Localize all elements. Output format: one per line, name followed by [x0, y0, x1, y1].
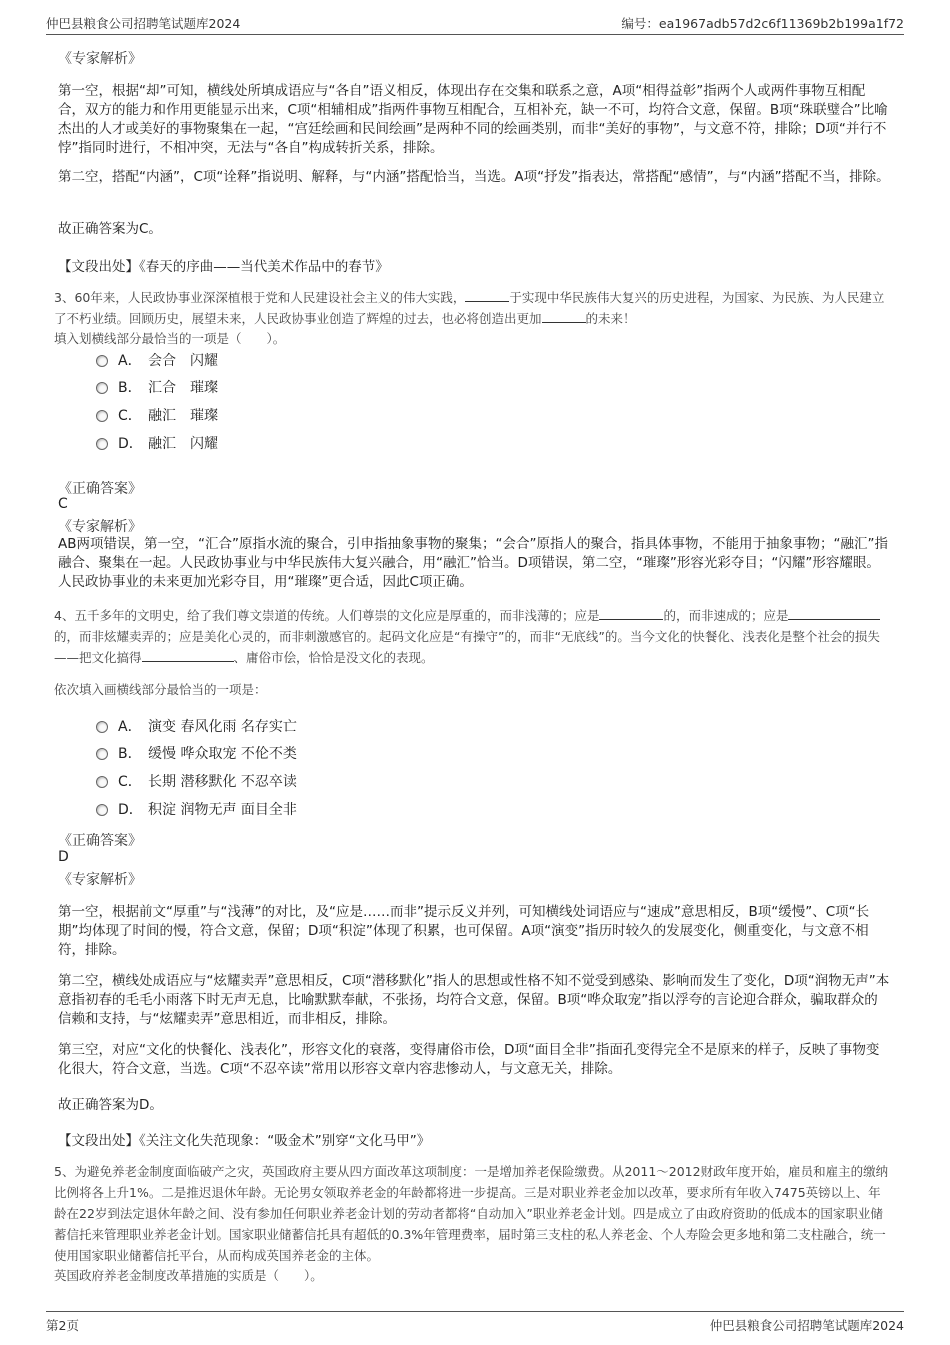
radio-icon[interactable] — [96, 410, 108, 422]
radio-icon[interactable] — [96, 804, 108, 816]
correct-answer-value: D — [58, 849, 69, 865]
header-doc-id: 编号：ea1967adb57d2c6f11369b2b199a1f72 — [621, 16, 904, 31]
question-4-prompt: 依次填入画横线部分最恰当的一项是： — [54, 682, 267, 697]
analysis-paragraph: 第一空，根据前文“厚重”与“浅薄”的对比，及“应是……而非”提示反义并列，可知横线处词语应与“速成”意思相反，B项“缓慢”、C项“长期”均体现了时间的慢，符合文意，保留；D项“积淀”体现了积累，也可保留。A项“演变”指历时较久的发展变化，侧重变化，与文意不相符，排除。 — [58, 904, 870, 958]
blank-line — [788, 607, 880, 620]
expert-analysis-label: 《专家解析》 — [58, 51, 142, 67]
expert-analysis-label: 《专家解析》 — [58, 519, 142, 535]
radio-icon[interactable] — [96, 355, 108, 367]
answer-conclusion: 故正确答案为D。 — [58, 1097, 163, 1113]
page-footer — [46, 1311, 904, 1334]
question-4-stem: 4、五千多年的文明史，给了我们尊文崇道的传统。人们尊崇的文化应是厚重的，而非浅薄的；应是 的，而非速成的；应是的，而非炫耀卖弄的；应是美化心灵的，而非刺激感官的。起码文化应是“有操守”的，而非“无底线”的。当今文化的快餐化、浅表化是整个社会的损失——把文化搞得 、庸俗市侩，恰恰是没文化的表现。 — [54, 608, 880, 665]
answer-conclusion: 故正确答案为C。 — [58, 221, 162, 237]
radio-icon[interactable] — [96, 438, 108, 450]
correct-answer-value: C — [58, 496, 68, 512]
analysis-paragraph: 第三空，对应“文化的快餐化、浅表化”，形容文化的衰落，变得庸俗市侩，D项“面目全非”指面孔变得完全不是原来的样子，反映了事物变化很大，符合文意，当选。C项“不忍卒读”常用以形容文章内容悲惨动人，与文意无关，排除。 — [58, 1042, 880, 1077]
expert-analysis-label: 《专家解析》 — [58, 872, 142, 888]
analysis-paragraph: 第二空，搭配“内涵”，C项“诠释”指说明、解释，与“内涵”搭配恰当，当选。A项“抒发”指表达，常搭配“感情”，与“内涵”搭配不当，排除。 — [58, 169, 890, 185]
question-3-prompt: 填入划横线部分最恰当的一项是（ ）。 — [54, 331, 286, 346]
question-5-prompt: 英国政府养老金制度改革措施的实质是（ ）。 — [54, 1268, 323, 1283]
blank-line — [142, 649, 234, 662]
footer-title: 仲巴县粮食公司招聘笔试题库2024 — [709, 1318, 904, 1333]
page-number: 第2页 — [46, 1318, 79, 1333]
source-citation: 【文段出处】《关注文化失范现象：“吸金术”别穿“文化马甲”》 — [58, 1133, 431, 1149]
source-citation: 【文段出处】《春天的序曲——当代美术作品中的春节》 — [58, 259, 389, 275]
question-5-stem: 5、为避免养老金制度面临破产之灾，英国政府主要从四方面改革这项制度：一是增加养老保险缴费。从2011～2012财政年度开始，雇员和雇主的缴纳比例将各上升1%。二是推迟退休年龄。无论男女领取养老金的年龄都将进一步提高。三是对职业养老金加以改革，要求所有年收入7475英镑以上、年龄在22岁到法定退休年龄之间、没有参加任何职业养老金计划的劳动者都将“自动加入”职业养老金计划。四是成立了由政府资助的低成本的国家职业储蓄信托来管理职业养老金计划。国家职业储蓄信托具有超低的0.3%年管理费率，届时第三支柱的私人养老金、个人寿险会更多地和第二支柱融合，统一使用国家职业储蓄信托平台，从而构成英国养老金的主体。 — [54, 1164, 889, 1263]
analysis-paragraph: 第一空，根据“却”可知，横线处所填成语应与“各自”语义相反，体现出存在交集和联系之意，A项“相得益彰”指两个人或两件事物互相配合，双方的能力和作用更能显示出来，C项“相辅相成”指两件事物互相配合，互相补充，缺一不可，均符合文意，保留。B项“珠联璧合”比喻杰出的人才或美好的事物聚集在一起，“宫廷绘画和民间绘画”是两种不同的绘画类别，而非“美好的事物”，与文意不符，排除；D项“并行不悖”指同时进行，不相冲突，无法与“各自”构成转折关系，排除。 — [58, 83, 888, 156]
blank-line — [599, 607, 663, 620]
analysis-paragraph: AB两项错误，第一空，“汇合”原指水流的聚合，引申指抽象事物的聚集；“会合”原指人的聚合，指具体事物，不能用于抽象事物；“融汇”指融合、聚集在一起。人民政协事业与中华民族伟大复兴融合，用“融汇”恰当。D项错误，第二空，“璀璨”形容光彩夺目；“闪耀”形容耀眼。人民政协事业的未来更加光彩夺目，用“璀璨”更合适，因此C项正确。 — [58, 536, 888, 590]
radio-icon[interactable] — [96, 721, 108, 733]
radio-icon[interactable] — [96, 776, 108, 788]
page-header — [46, 12, 904, 35]
radio-icon[interactable] — [96, 382, 108, 394]
header-title: 仲巴县粮食公司招聘笔试题库2024 — [46, 16, 241, 31]
question-3-stem: 3、60年来，人民政协事业深深植根于党和人民建设社会主义的伟大实践， 于实现中华民族伟大复兴的历史进程，为国家、为民族、为人民建立了不朽业绩。回顾历史，展望未来，人民政协事业创造了辉煌的过去，也必将创造出更加 的未来！ — [54, 290, 885, 326]
analysis-paragraph: 第二空，横线处成语应与“炫耀卖弄”意思相反，C项“潜移默化”指人的思想或性格不知不觉受到感染、影响而发生了变化，D项“润物无声”本意指初春的毛毛小雨落下时无声无息，比喻默默奉献，不张扬，均符合文意，保留。B项“哗众取宠”指以浮夸的言论迎合群众，骗取群众的信赖和支持，与“炫耀卖弄”意思相近，而非相反，排除。 — [58, 973, 890, 1027]
radio-icon[interactable] — [96, 748, 108, 760]
blank-line — [465, 289, 509, 302]
correct-answer-label: 《正确答案》 — [58, 833, 142, 849]
blank-line — [542, 310, 586, 323]
correct-answer-label: 《正确答案》 — [58, 481, 142, 497]
